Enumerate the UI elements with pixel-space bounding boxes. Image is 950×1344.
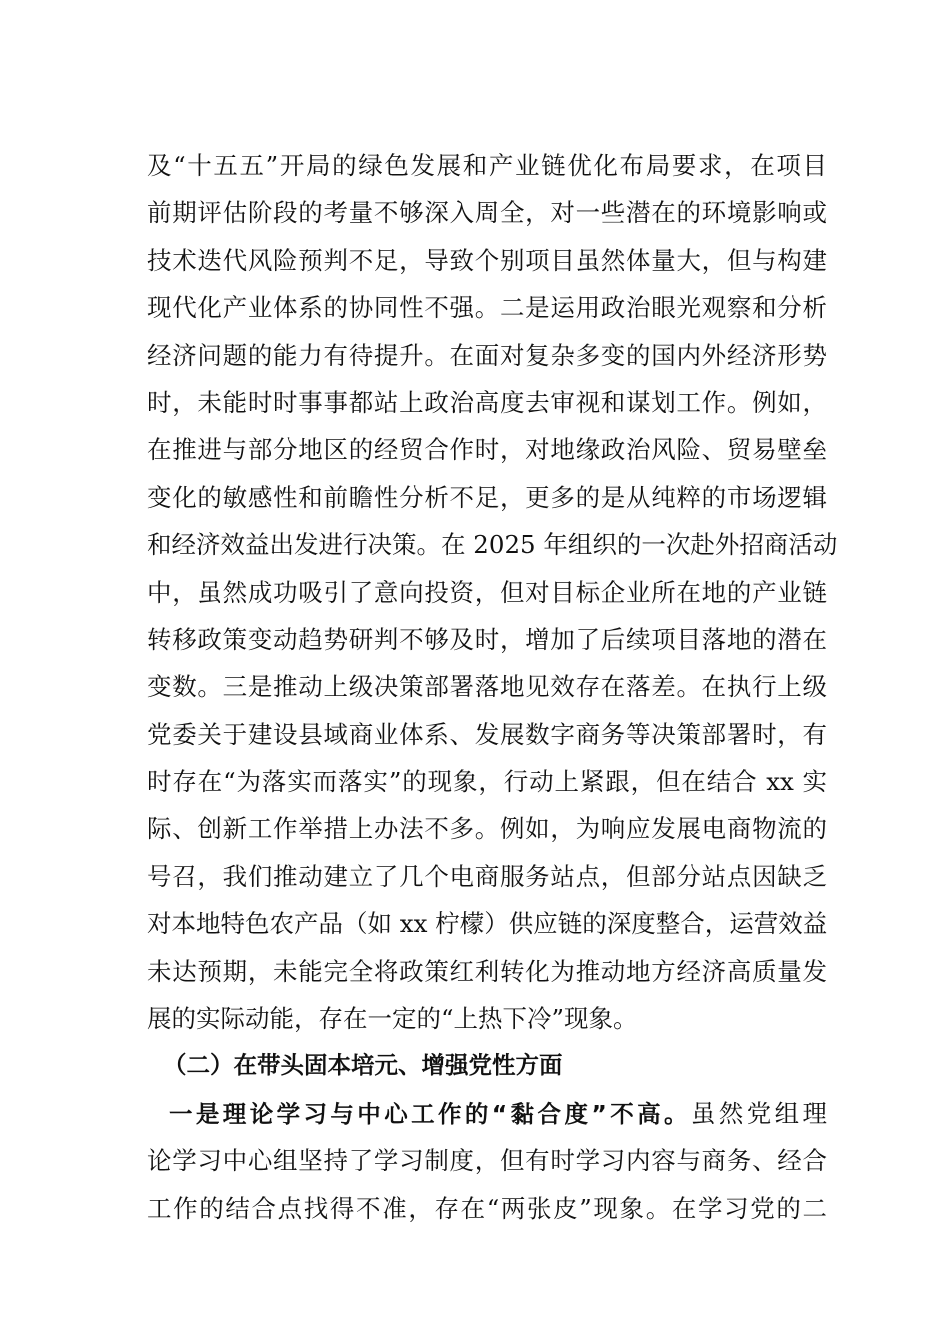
paragraph-line: 经济问题的能力有待提升。在面对复杂多变的国内外经济形势 bbox=[147, 340, 827, 370]
paragraph-line: 工作的结合点找得不准，存在“两张皮”现象。在学习党的二 bbox=[147, 1193, 827, 1223]
paragraph-line: 技术迭代风险预判不足，导致个别项目虽然体量大，但与构建 bbox=[147, 245, 827, 275]
paragraph-line: 中，虽然成功吸引了意向投资，但对目标企业所在地的产业链 bbox=[147, 577, 827, 607]
paragraph-line: 转移政策变动趋势研判不够及时，增加了后续项目落地的潜在 bbox=[147, 624, 827, 654]
paragraph-line: 变化的敏感性和前瞻性分析不足，更多的是从纯粹的市场逻辑 bbox=[147, 482, 827, 512]
section-heading: （二）在带头固本培元、增强党性方面 bbox=[163, 1051, 563, 1080]
paragraph-line: 党委关于建设县域商业体系、发展数字商务等决策部署时，有 bbox=[147, 719, 827, 749]
paragraph-lead-line bbox=[147, 1090, 827, 1137]
paragraph-line: 号召，我们推动建立了几个电商服务站点，但部分站点因缺乏 bbox=[147, 861, 827, 891]
paragraph-line: 际、创新工作举措上办法不多。例如，为响应发展电商物流的 bbox=[147, 814, 827, 844]
paragraph-line: 现代化产业体系的协同性不强。二是运用政治眼光观察和分析 bbox=[147, 293, 827, 323]
paragraph-line: 和经济效益出发进行决策。在 2025 年组织的一次赴外招商活动 bbox=[147, 530, 838, 560]
paragraph-line: 时存在“为落实而落实”的现象，行动上紧跟，但在结合 xx 实 bbox=[147, 767, 827, 797]
paragraph-line: 论学习中心组坚持了学习制度，但有时学习内容与商务、经合 bbox=[147, 1146, 827, 1176]
paragraph-line: 及“十五五”开局的绿色发展和产业链优化布局要求，在项目 bbox=[147, 151, 827, 180]
document-body bbox=[147, 142, 838, 1232]
paragraph-line: 对本地特色农产品（如 xx 柠檬）供应链的深度整合，运营效益 bbox=[147, 909, 828, 939]
paragraph-lead-bold: 一是理论学习与中心工作的“黏合度”不高。 bbox=[169, 1099, 691, 1128]
paragraph-line: 在推进与部分地区的经贸合作时，对地缘政治风险、贸易壁垒 bbox=[147, 435, 827, 465]
paragraph-line: 展的实际动能，存在一定的“上热下冷”现象。 bbox=[147, 1004, 638, 1034]
paragraph-line: 未达预期，未能完全将政策红利转化为推动地方经济高质量发 bbox=[147, 956, 827, 986]
paragraph-lead-rest: 虽然党组理 bbox=[690, 1098, 828, 1128]
paragraph-line: 时，未能时时事事都站上政治高度去审视和谋划工作。例如， bbox=[147, 387, 827, 417]
paragraph-line: 前期评估阶段的考量不够深入周全，对一些潜在的环境影响或 bbox=[147, 198, 827, 228]
paragraph-line: 变数。三是推动上级决策部署落地见效存在落差。在执行上级 bbox=[147, 672, 827, 702]
